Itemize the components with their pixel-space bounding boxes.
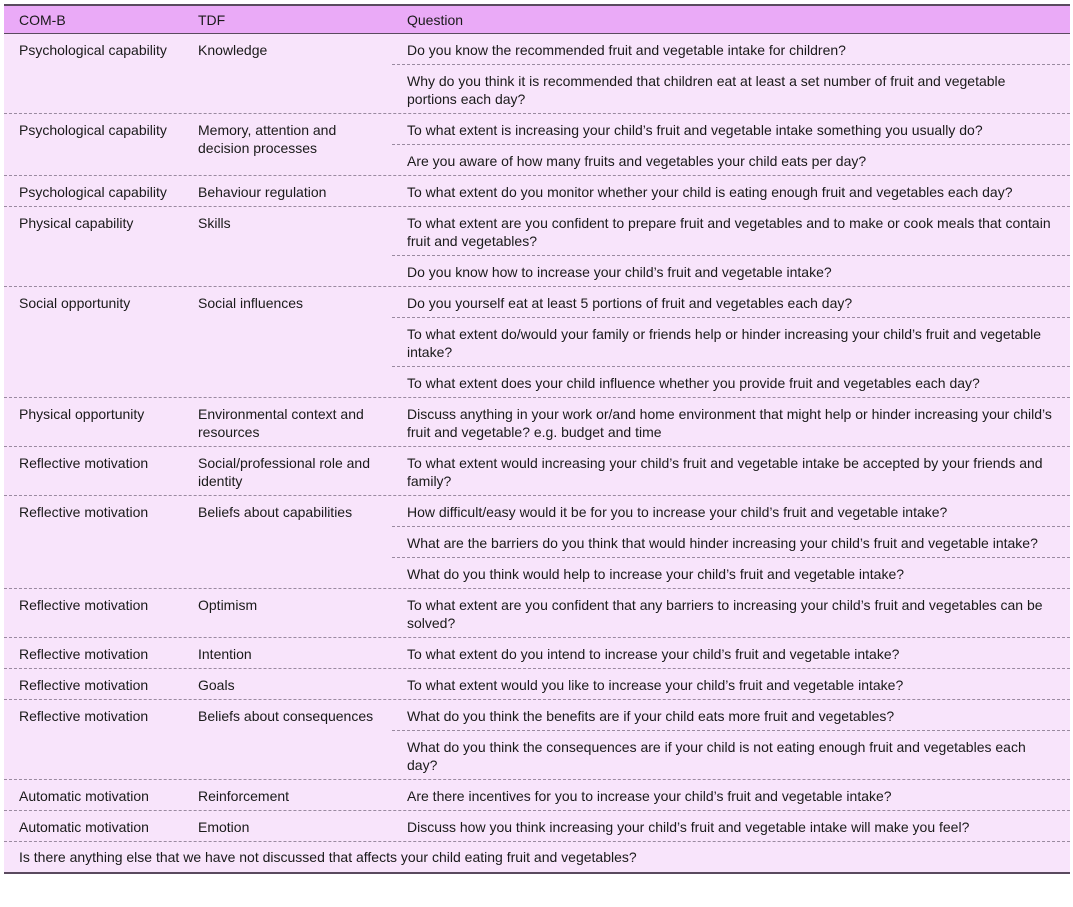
question-cell: Do you yourself eat at least 5 portions of fruit and vegetables each day? [407, 295, 853, 311]
tdf-cell: Reinforcement [198, 788, 290, 804]
question-cell: Why do you think it is recommended that children eat at least a set number of fruit and vegetable portions each day? [392, 64, 1070, 113]
question-cell: Do you know how to increase your child’s fruit and vegetable intake? [392, 255, 1070, 286]
question-list [392, 700, 1070, 779]
table-row [4, 287, 1070, 398]
table-row [4, 669, 1070, 700]
question-list [392, 114, 1070, 175]
question-cell: What do you think would help to increase your child’s fruit and vegetable intake? [392, 557, 1070, 588]
tdf-cell: Intention [198, 646, 252, 662]
question-list [392, 811, 1070, 841]
question-cell: To what extent do/would your family or friends help or hinder increasing your child’s fruit and vegetable intake? [392, 317, 1070, 366]
comb-cell: Psychological capability [19, 184, 167, 200]
question-cell: To what extent is increasing your child’s fruit and vegetable intake something you usually do? [407, 122, 983, 138]
final-question: Is there anything else that we have not discussed that affects your child eating fruit and vegetables? [19, 849, 637, 865]
tdf-cell: Memory, attention and decision processes [198, 122, 337, 156]
table-row [4, 207, 1070, 287]
question-list [392, 780, 1070, 810]
question-cell: To what extent are you confident that any barriers to increasing your child’s fruit and vegetables can be solved? [407, 597, 1043, 631]
question-cell: To what extent would increasing your child’s fruit and vegetable intake be accepted by your friends and family? [407, 455, 1043, 489]
question-list [392, 176, 1070, 206]
header-comb: COM-B [19, 11, 66, 28]
comb-cell: Psychological capability [19, 42, 167, 58]
table-row [4, 700, 1070, 780]
header-tdf: TDF [198, 11, 226, 28]
tdf-cell: Social/professional role and identity [198, 455, 370, 489]
question-list [392, 496, 1070, 588]
tdf-cell: Beliefs about consequences [198, 708, 374, 724]
table-row [4, 496, 1070, 589]
comb-cell: Reflective motivation [19, 677, 149, 693]
comb-cell: Reflective motivation [19, 646, 149, 662]
table-row [4, 811, 1070, 842]
comb-cell: Psychological capability [19, 122, 167, 138]
question-list [392, 638, 1070, 668]
question-cell: What do you think the consequences are if your child is not eating enough fruit and vegetables each day? [392, 730, 1070, 779]
header-question: Question [407, 11, 464, 28]
table-row [4, 114, 1070, 176]
question-list [392, 669, 1070, 699]
tdf-cell: Optimism [198, 597, 258, 613]
question-cell: How difficult/easy would it be for you to increase your child’s fruit and vegetable intake? [407, 504, 948, 520]
question-list [392, 207, 1070, 286]
question-cell: To what extent do you monitor whether your child is eating enough fruit and vegetables each day? [407, 184, 1013, 200]
table-row [4, 780, 1070, 811]
question-list [392, 447, 1070, 495]
question-cell: To what extent are you confident to prepare fruit and vegetables and to make or cook meals that contain fruit and vegetables? [407, 215, 1051, 249]
question-table [4, 4, 1070, 874]
question-cell: Do you know the recommended fruit and vegetable intake for children? [407, 42, 846, 58]
comb-cell: Reflective motivation [19, 708, 149, 724]
table-body [4, 34, 1070, 874]
question-cell: Discuss anything in your work or/and home environment that might help or hinder increasing your child’s fruit and vegetable? e.g. budget and time [407, 406, 1052, 440]
question-cell: To what extent would you like to increase your child’s fruit and vegetable intake? [407, 677, 904, 693]
tdf-cell: Skills [198, 215, 231, 231]
question-cell: What are the barriers do you think that would hinder increasing your child’s fruit and vegetable intake? [392, 526, 1070, 557]
tdf-cell: Emotion [198, 819, 250, 835]
question-list [392, 398, 1070, 446]
comb-cell: Automatic motivation [19, 788, 149, 804]
table-row [4, 589, 1070, 638]
table-row [4, 447, 1070, 496]
question-cell: Are there incentives for you to increase your child’s fruit and vegetable intake? [407, 788, 892, 804]
question-list [392, 34, 1070, 113]
comb-cell: Social opportunity [19, 295, 131, 311]
table-row [4, 638, 1070, 669]
question-cell: To what extent does your child influence whether you provide fruit and vegetables each day? [392, 366, 1070, 397]
question-cell: What do you think the benefits are if your child eats more fruit and vegetables? [407, 708, 895, 724]
table-header [4, 4, 1070, 34]
tdf-cell: Goals [198, 677, 235, 693]
comb-cell: Reflective motivation [19, 597, 149, 613]
comb-cell: Physical capability [19, 215, 134, 231]
question-cell: Discuss how you think increasing your child’s fruit and vegetable intake will make you feel? [407, 819, 970, 835]
table-row [4, 176, 1070, 207]
comb-cell: Physical opportunity [19, 406, 145, 422]
comb-cell: Reflective motivation [19, 455, 149, 471]
table-row [4, 34, 1070, 114]
tdf-cell: Knowledge [198, 42, 268, 58]
tdf-cell: Beliefs about capabilities [198, 504, 353, 520]
comb-cell: Automatic motivation [19, 819, 149, 835]
question-cell: To what extent do you intend to increase your child’s fruit and vegetable intake? [407, 646, 900, 662]
question-cell: Are you aware of how many fruits and vegetables your child eats per day? [392, 144, 1070, 175]
question-list [392, 589, 1070, 637]
table-row [4, 398, 1070, 447]
comb-cell: Reflective motivation [19, 504, 149, 520]
question-list [392, 287, 1070, 397]
tdf-cell: Behaviour regulation [198, 184, 327, 200]
tdf-cell: Social influences [198, 295, 304, 311]
tdf-cell: Environmental context and resources [198, 406, 364, 440]
